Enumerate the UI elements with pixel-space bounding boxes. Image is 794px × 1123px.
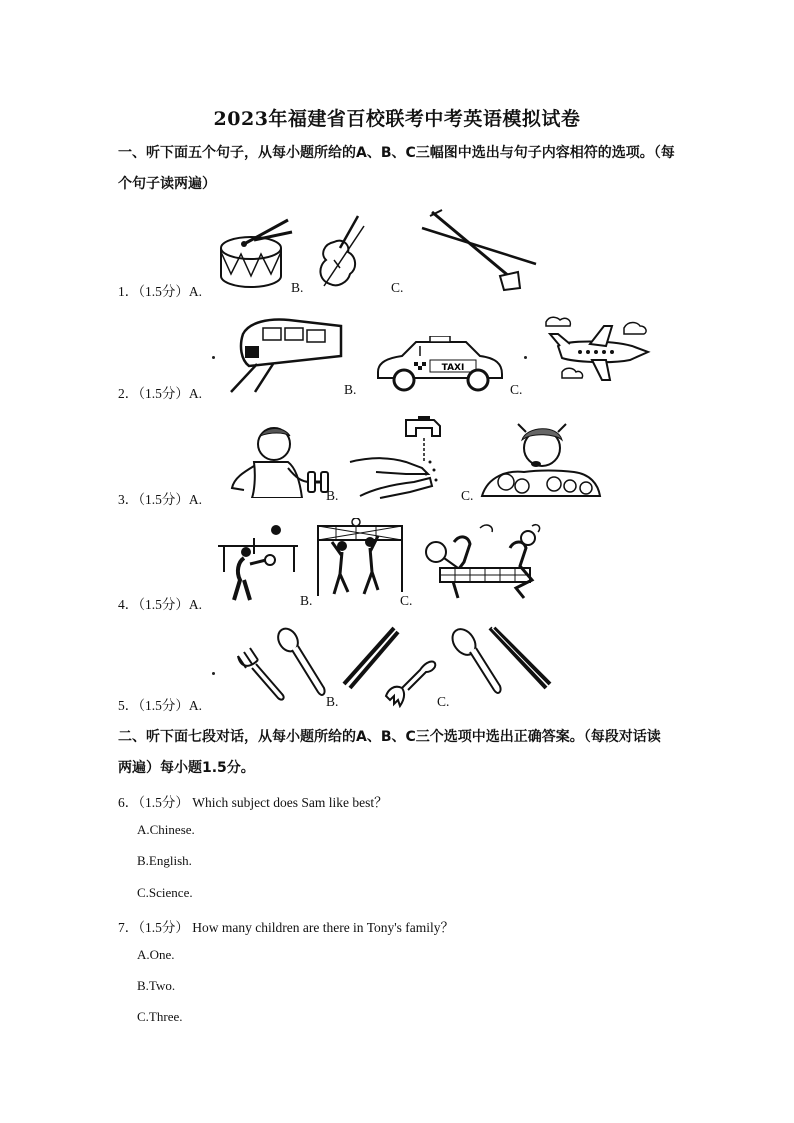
question-7-option-c: C.Three. [137, 1009, 183, 1024]
question-3-label: 3．（1.5分）A. [118, 492, 202, 507]
question-6-option-b: B.English. [137, 853, 192, 868]
scan-dot [212, 356, 215, 359]
volleyball-icon [316, 518, 404, 598]
section-2-heading-line1: 二、听下面七段对话，从每小题所给的A、B、C三个选项中选出正确答案。（每段对话读 [118, 729, 661, 745]
question-5-label: 5．（1.5分）A. [118, 698, 202, 713]
erhu-icon [420, 208, 538, 292]
question-4-label: 4．（1.5分）A. [118, 597, 202, 612]
handwashing-icon [346, 416, 446, 500]
question-6-stem: 6．（1.5分） Which subject does Sam like best？ [118, 795, 388, 810]
question-7-stem: 7．（1.5分） How many children are there in Tony's family？ [118, 920, 455, 935]
boy-dumbbell-icon [226, 422, 332, 498]
taxi-sign-text: TAXI [441, 363, 465, 373]
violin-icon [306, 212, 366, 290]
question-7-option-b: B.Two. [137, 978, 176, 993]
question-5-option-c: C. [437, 694, 450, 709]
drum-icon [214, 218, 294, 290]
question-6-option-a: A.Chinese. [137, 822, 195, 837]
question-5-option-b: B. [326, 694, 339, 709]
question-2-label: 2．（1.5分）A. [118, 386, 202, 401]
section-2-heading [118, 722, 688, 784]
page-title: 2023年福建省百校联考中考英语模拟试卷 [213, 108, 581, 130]
section-1-heading [118, 138, 688, 200]
section-1-heading-line1: 一、听下面五个句子，从每小题所给的A、B、C三幅图中选出与句子内容相符的选项。（每 [118, 145, 675, 161]
question-2-option-c: C. [510, 382, 523, 397]
question-2-option-b: B. [344, 382, 357, 397]
fork-spoon-icon [232, 626, 328, 706]
question-1-option-c: C. [391, 280, 404, 295]
spoon-chopsticks-icon [450, 626, 554, 702]
airplane-icon [540, 312, 652, 384]
taxi-icon [374, 336, 506, 392]
badminton-icon [420, 518, 546, 600]
question-3-option-b: B. [326, 488, 339, 503]
train-icon [229, 316, 349, 394]
table-tennis-icon [214, 522, 300, 602]
question-4-option-b: B. [300, 593, 313, 608]
section-1-heading-line2: 个句子读两遍） [118, 176, 216, 192]
question-3-option-c: C. [461, 488, 474, 503]
question-1-option-b: B. [291, 280, 304, 295]
question-6-option-c: C.Science. [137, 885, 193, 900]
question-4-option-c: C. [400, 593, 413, 608]
chopsticks-fork-icon [340, 626, 440, 708]
question-1-label: 1．（1.5分）A. [118, 284, 202, 299]
girl-eating-icon [478, 420, 602, 498]
section-2-heading-line2: 两遍）每小题1.5分。 [118, 760, 255, 776]
scan-dot [524, 356, 527, 359]
question-7-option-a: A.One. [137, 947, 175, 962]
scan-dot [212, 672, 215, 675]
